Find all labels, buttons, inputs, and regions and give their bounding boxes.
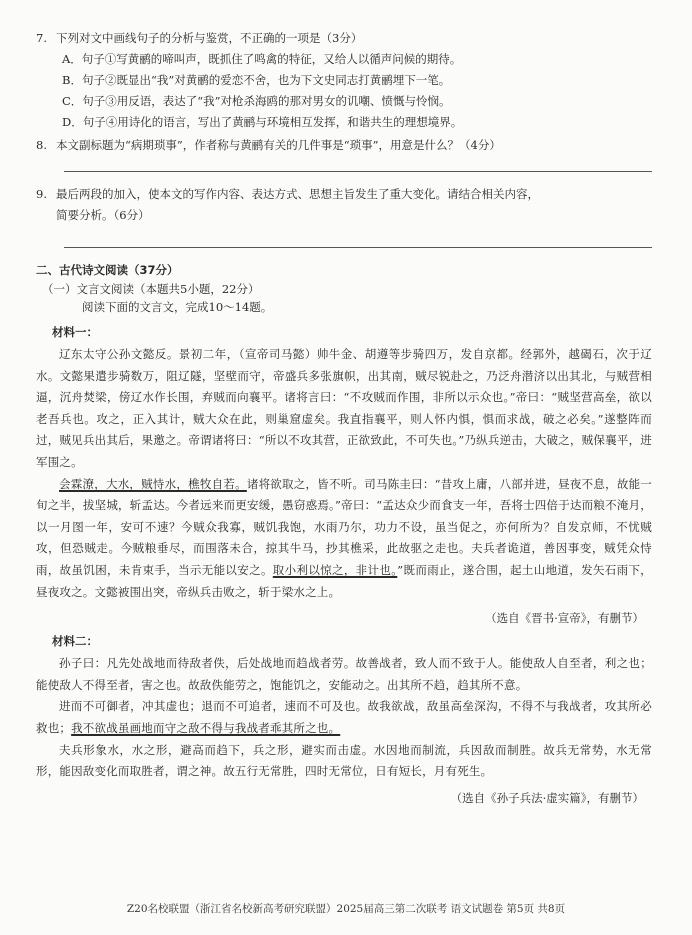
question-number: 9. [36, 187, 47, 201]
material-2-title: 材料二： [52, 634, 98, 649]
question-stem: 本文副标题为“病期琐事”，作者称与黄鹂有关的几件事是“琐事”，用意是什么？（4分） [56, 138, 501, 152]
option-d: D．句子④用诗化的语言，写出了黄鹂与环境相互发挥，和谐共生的理想境界。 [62, 115, 463, 129]
material-1-paragraph-1: 辽东太守公孙文懿反。景初二年，（宣帝司马懿）帅牛金、胡遵等步骑四万，发自京都。经郭外，越碣石，次于辽水。文懿果遣步骑数万，阻辽隧，坚壁而守，帝盛兵多张旗帜，出其南，贼尽锐赴之，乃泛舟潜济以出其北，与贼营相逼，沉舟焚梁，傍辽水作长围，弃贼而向襄平。诸将言曰：“不攻贼而作围，非所以示众也。”帝曰：“贼坚营高垒，欲以老吾兵也。攻之，正入其计，贼大众在此，则巢窟虚矣。我直指襄平，则人怀内惧，惧而求战，破之必矣。”遂整阵而过，贼见兵出其后，果邀之。帝谓诸将曰：“所以不攻其营，正欲致此，不可失也。”乃纵兵逆击，大破之，贼保襄平，进军围之。 [36, 347, 652, 469]
underlined-sentence-2: 取小利以惊之，非计也。 [272, 562, 398, 577]
question-number: 8. [36, 138, 47, 152]
material-2-source: （选自《孙子兵法·虚实篇》，有删节） [450, 790, 644, 805]
question-stem-continued: 简要分析。（6分） [56, 208, 150, 222]
material-1-source: （选自《晋书·宣帝》，有删节） [485, 611, 644, 626]
question-8 [36, 135, 652, 156]
section-title: 二、古代诗文阅读（37分） [36, 263, 179, 277]
underlined-sentence-1: 会霖潦，大水，贼恃水，樵牧自若。 [59, 476, 247, 491]
question-number: 7. [36, 31, 47, 45]
option-b: B．句子②既显出“我”对黄鹂的爱恋不舍，也为下文史同志打黄鹂埋下一笔。 [62, 73, 451, 87]
subsection-instruction: 阅读下面的文言文，完成10～14题。 [82, 300, 273, 314]
material-2-paragraph-2 [36, 696, 652, 739]
question-9 [36, 184, 652, 205]
material-2-paragraph-3: 夫兵形象水，水之形，避高而趋下，兵之形，避实而击虚。水因地而制流，兵因敌而制胜。故兵无常势，水无常形，能因敌变化而取胜者，谓之神。故五行无常胜，四时无常位，日有短长，月有死生。 [36, 742, 652, 779]
question-stem: 最后两段的加入，使本文的写作内容、表达方式、思想主旨发生了重大变化。请结合相关内容， [56, 187, 539, 201]
text-segment: 诸将欲取之，皆不听。司马陈圭曰：“昔攻上庸，八部并进，昼夜不息，故能一旬之半，拔坚城，斩孟达。今者远来而更安缓，愚窃惑焉。”帝曰：“孟达众少而食支一年，吾将士四倍于达而粮不淹月，以一月图一年，安可不速？今贼众我寡，贼饥我饱，水雨乃尔，功力不设，虽当促之，亦何所为？自发京师，不忧贼攻，但恐贼走。今贼粮垂尽，而围落未合，掠其牛马，抄其樵采，此故驱之走也。夫兵者诡道，善因事变，贼凭众恃雨，故虽饥困，未肯束手，当示无能以安之。 [36, 476, 653, 577]
option-a: A．句子①写黄鹂的啼叫声，既抓住了鸣禽的特征，又给人以循声问候的期待。 [62, 52, 462, 66]
page-footer: Z20名校联盟（浙江省名校新高考研究联盟）2025届高三第二次联考 语文试题卷 第5页 共8页 [126, 903, 566, 915]
underlined-sentence-3: 我不欲战虽画地而守之敌不得与我战者乖其所之也。 [71, 720, 341, 735]
subsection-title: （一）文言文阅读（本题共5小题，22分） [42, 282, 260, 296]
question-7 [36, 28, 652, 49]
question-stem: 下列对文中画线句子的分析与鉴赏，不正确的一项是（3分） [56, 31, 363, 45]
material-2-paragraph-1: 孙子曰：凡先处战地而待敌者佚，后处战地而趋战者劳。故善战者，致人而不致于人。能使敌人自至者，利之也；能使敌人不得至者，害之也。故敌佚能劳之，饱能饥之，安能动之。出其所不趋，趋其所不意。 [36, 656, 652, 692]
text-segment: 进而不可御者，冲其虚也；退而不可追者，速而不可及也。故我欲战，敌虽高垒深沟，不得不与我战者，攻其所必救也； [36, 699, 652, 735]
material-1-paragraph-2 [36, 474, 652, 604]
answer-line [64, 246, 652, 248]
option-c: C．句子③用反语，表达了“我”对枪杀海鸥的那对男女的讥嘲、愤慨与怜悯。 [62, 94, 451, 108]
answer-line [64, 170, 652, 172]
text-segment: ”既而雨止，遂合围，起土山地道，发矢石雨下，昼夜攻之。文懿被围出突，帝纵兵击败之，斩于梁水之上。 [36, 562, 653, 599]
material-1-title: 材料一： [52, 325, 98, 339]
